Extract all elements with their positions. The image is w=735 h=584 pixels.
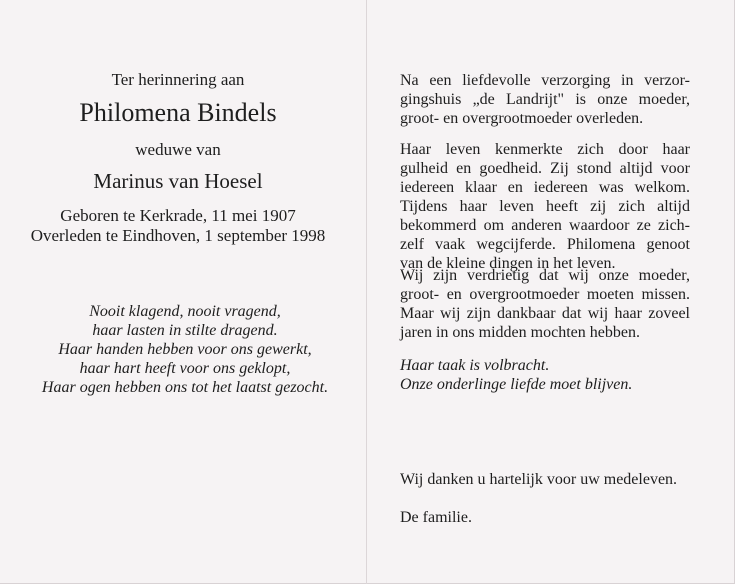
text-line: Haar leven kenmerkte zich door haar [400, 141, 690, 158]
text-line: Onze onderlinge liefde moet blijven. [400, 376, 633, 393]
card-fold-line [366, 0, 367, 584]
paragraph-care [400, 71, 690, 128]
poem [0, 302, 370, 397]
text-line: van de kleine dingen in het leven. [400, 255, 616, 272]
text-line: gulheid en goedheid. Zij stond altijd voor [400, 160, 690, 177]
left-panel [0, 0, 366, 584]
text-line: Wij danken u hartelijk voor uw medeleven. [400, 471, 678, 488]
poem-line: haar lasten in stilte dragend. [92, 322, 278, 339]
text-line: groot- en overgrootmoeder moeten missen. [400, 286, 690, 303]
text-line: groot- en overgrootmoeder overleden. [400, 110, 644, 127]
deceased-name: Philomena Bindels [79, 98, 277, 127]
text-line: iedereen klaar en iedereen was welkom. [400, 179, 690, 196]
poem-line: Haar ogen hebben ons tot het laatst gezocht. [41, 379, 329, 396]
death-line: Overleden te Eindhoven, 1 september 1998 [30, 226, 326, 245]
paragraph-grief [400, 266, 690, 342]
text-line: Tijdens haar leven heeft zij zich altijd [400, 198, 690, 215]
birth-line: Geboren te Kerkrade, 11 mei 1907 [60, 206, 296, 225]
intro-text: Ter herinnering aan [111, 70, 245, 89]
text-line: Maar wij zijn dankbaar dat wij haar zoveel [400, 305, 690, 322]
poem-line: haar hart heeft voor ons geklopt, [79, 360, 291, 377]
poem-line: Haar handen hebben voor ons gewerkt, [58, 341, 312, 358]
text-line: bekommerd om anderen waardoor ze zich- [400, 217, 690, 234]
text-line: Wij zijn verdrietig dat wij onze moeder, [400, 267, 690, 284]
family-signature [400, 508, 690, 527]
closing-quote [400, 356, 690, 394]
life-dates [0, 206, 356, 246]
right-panel [400, 0, 690, 584]
poem-line: Nooit klagend, nooit vragend, [89, 303, 281, 320]
thanks-text [400, 470, 690, 489]
paragraph-life [400, 140, 690, 273]
text-line: De familie. [400, 509, 472, 526]
text-line: gingshuis „de Landrijt" is onze moeder, [400, 91, 690, 108]
text-line: Na een liefdevolle verzorging in verzor- [400, 72, 690, 89]
widow-of-text: weduwe van [135, 140, 221, 159]
text-line: zelf vaak wegcijferde. Philomena genoot [400, 236, 690, 253]
text-line: Haar taak is volbracht. [400, 357, 550, 374]
husband-name: Marinus van Hoesel [93, 169, 263, 193]
text-line: jaren in ons midden mochten hebben. [400, 324, 640, 341]
